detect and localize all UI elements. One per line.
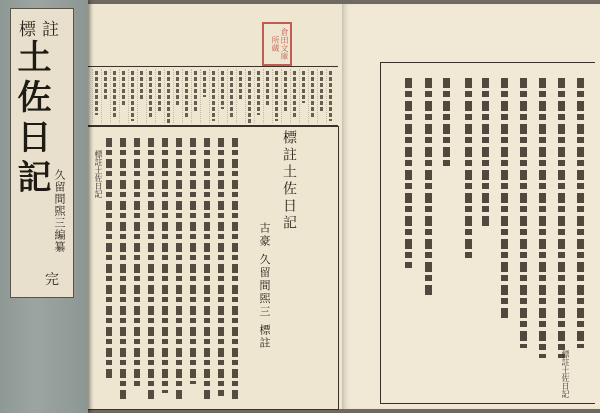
annotation-column bbox=[110, 69, 118, 123]
annotation-column bbox=[209, 69, 217, 123]
handwritten-column bbox=[132, 134, 143, 402]
title-slip bbox=[10, 8, 74, 298]
annotation-column bbox=[173, 69, 181, 123]
author-credit: 古豪 久留間𤋮三 標註 bbox=[258, 222, 271, 350]
handwritten-column bbox=[146, 134, 157, 402]
annotation-column bbox=[227, 69, 235, 123]
annotation-column bbox=[299, 69, 307, 123]
handwritten-column bbox=[118, 134, 129, 402]
annotation-column bbox=[263, 69, 271, 123]
annotation-column bbox=[218, 69, 226, 123]
library-seal: 倉田文庫所蔵 bbox=[262, 22, 292, 66]
annotation-column bbox=[182, 69, 190, 123]
annotation-column bbox=[326, 69, 334, 123]
annotation-band bbox=[88, 66, 338, 126]
cover-subtitle: 標註 bbox=[19, 20, 65, 40]
annotation-column bbox=[236, 69, 244, 123]
annotation-column bbox=[146, 69, 154, 123]
annotation-column bbox=[164, 69, 172, 123]
annotation-column bbox=[245, 69, 253, 123]
cover-author: 久留間𤋮三編纂 bbox=[53, 169, 66, 253]
annotation-column bbox=[308, 69, 316, 123]
page-mark: 標註土佐日記 bbox=[561, 350, 570, 398]
annotation-column bbox=[191, 69, 199, 123]
handwritten-column bbox=[216, 134, 227, 402]
annotation-column bbox=[254, 69, 262, 123]
annotation-column bbox=[101, 69, 109, 123]
volume-mark: 完 bbox=[45, 272, 59, 288]
annotation-column bbox=[200, 69, 208, 123]
annotation-column bbox=[119, 69, 127, 123]
annotation-column bbox=[317, 69, 325, 123]
page-heading: 標註土佐日記 bbox=[281, 130, 297, 232]
cover-title: 土佐日記 bbox=[11, 39, 51, 199]
annotation-column bbox=[272, 69, 280, 123]
fore-edge-column-label: 標註土佐日記 bbox=[94, 150, 103, 198]
annotation-column bbox=[290, 69, 298, 123]
annotation-column bbox=[137, 69, 145, 123]
annotation-column bbox=[128, 69, 136, 123]
handwritten-column bbox=[174, 134, 185, 402]
annotation-column bbox=[155, 69, 163, 123]
handwritten-column bbox=[104, 134, 115, 402]
annotation-column bbox=[92, 69, 100, 123]
handwritten-column bbox=[160, 134, 171, 402]
handwritten-column bbox=[230, 134, 241, 402]
book-cover bbox=[0, 0, 88, 413]
handwritten-column bbox=[202, 134, 213, 402]
annotation-column bbox=[281, 69, 289, 123]
handwritten-column bbox=[188, 134, 199, 402]
